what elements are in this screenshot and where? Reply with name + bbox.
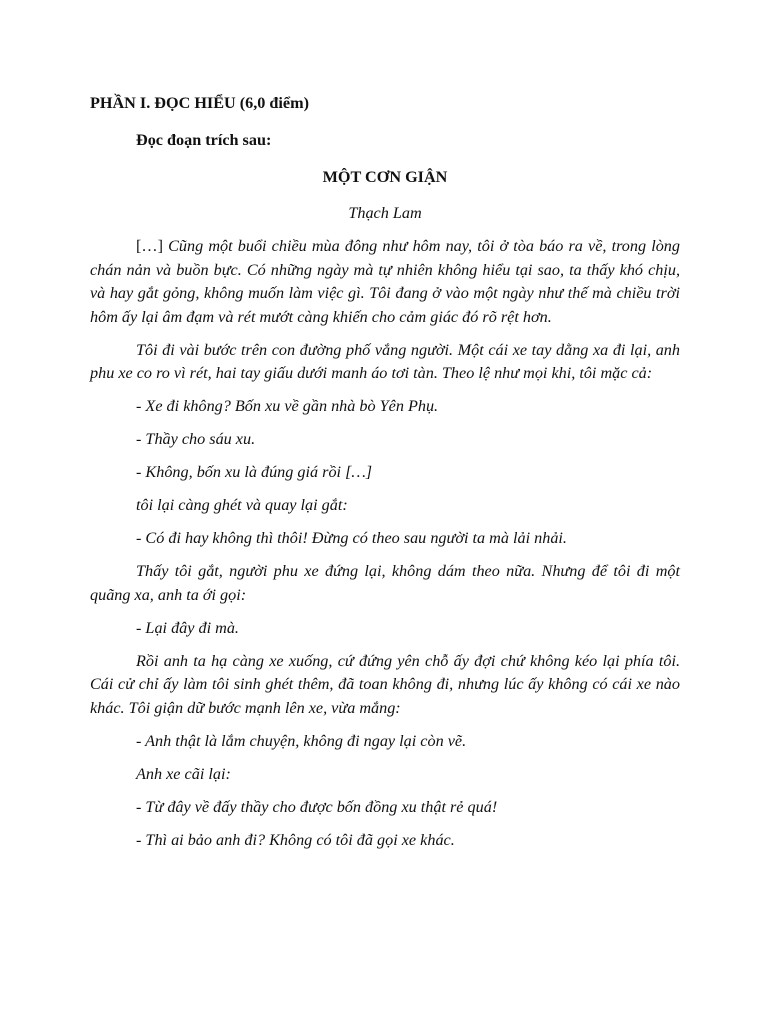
narration-line-4: tôi lại càng ghét và quay lại gắt: xyxy=(136,496,348,514)
paragraph-4: Rồi anh ta hạ càng xe xuống, cứ đứng yên chỗ ấy đợi chứ không kéo lại phía tôi. Cái cử chỉ ấy làm tôi sinh ghét thêm, đã toan không đi, nhưng lúc ấy không có cái xe nào khác. Tôi giận dữ bước mạnh lên xe, vừa mắng: xyxy=(90,651,680,717)
dialogue-line-5: - Có đi hay không thì thôi! Đừng có theo sau người ta mà lải nhải. xyxy=(136,529,567,547)
dialogue-line-1: - Xe đi không? Bốn xu về gần nhà bò Yên Phụ. xyxy=(136,397,439,415)
dialogue-line-2: - Thầy cho sáu xu. xyxy=(136,430,256,448)
narration-line-8: Anh xe cãi lại: xyxy=(136,764,231,783)
dialogue-line-6: - Lại đây đi mà. xyxy=(136,618,239,637)
paragraph-3: Thấy tôi gắt, người phu xe đứng lại, không dám theo nữa. Nhưng để tôi đi một quãng xa, anh ta ới gọi: xyxy=(90,562,680,604)
dialogue-line-7: - Anh thật là lắm chuyện, không đi ngay lại còn vẽ. xyxy=(136,731,467,750)
paragraph-1 xyxy=(90,235,680,329)
paragraph-1-text: Cũng một buổi chiều mùa đông như hôm nay, tôi ở tòa báo ra về, trong lòng chán nản và buồn bực. Có những ngày mà tự nhiên không hiểu tại sao, ta thấy khó chịu, và hay gắt gỏng, không muốn làm việc gì. Tôi đang ở vào một ngày như thế mà chiều trời hôm ấy lại âm đạm và rét mướt càng khiến cho cảm giác đó rõ rệt hơn. xyxy=(90,237,680,326)
dialogue-line-10: - Thì ai bảo anh đi? Không có tôi đã gọi xe khác. xyxy=(136,830,455,849)
instruction: Đọc đoạn trích sau: xyxy=(136,130,272,149)
document-page xyxy=(90,92,680,862)
dialogue-line-3: - Không, bốn xu là đúng giá rồi […] xyxy=(136,463,373,481)
story-title: MỘT CƠN GIẬN xyxy=(322,168,448,186)
dialogue-line-9: - Từ đây về đấy thầy cho được bốn đồng xu thật rẻ quá! xyxy=(136,797,498,816)
author: Thạch Lam xyxy=(348,203,422,222)
ellipsis-bracket: […] xyxy=(136,237,163,255)
paragraph-2: Tôi đi vài bước trên con đường phố vắng người. Một cái xe tay dằng xa đi lại, anh phu xe co ro vì rét, hai tay giấu dưới manh áo tơi tàn. Theo lệ như mọi khi, tôi mặc cả: xyxy=(90,340,680,382)
section-title: PHẦN I. ĐỌC HIỂU (6,0 điểm) xyxy=(90,94,309,112)
